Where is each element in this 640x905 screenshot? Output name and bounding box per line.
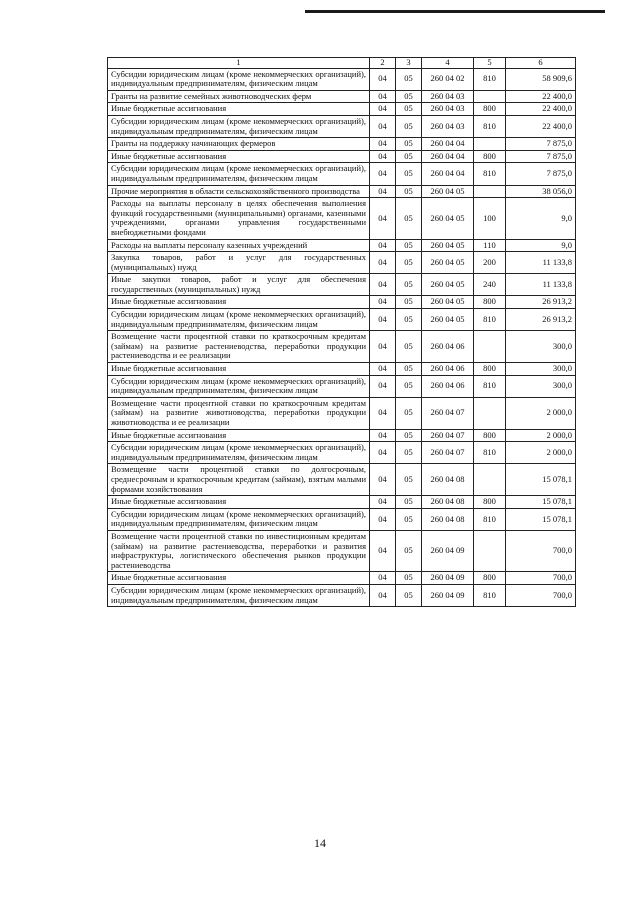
header-col-4: 4 <box>422 58 474 69</box>
row-target-article: 260 04 06 <box>422 375 474 397</box>
table-row <box>108 331 576 363</box>
row-subsection: 05 <box>396 508 422 530</box>
row-expense-type: 100 <box>474 198 506 239</box>
table-body <box>108 68 576 607</box>
row-name: Гранты на развитие семейных животноводческих ферм <box>108 90 370 103</box>
row-expense-type: 810 <box>474 584 506 606</box>
row-subsection: 05 <box>396 274 422 296</box>
row-amount: 7 875,0 <box>506 163 576 185</box>
row-target-article: 260 04 08 <box>422 496 474 509</box>
row-expense-type: 800 <box>474 296 506 309</box>
row-name: Иные закупки товаров, работ и услуг для обеспечения государственных (муниципальных) нужд <box>108 274 370 296</box>
row-amount: 700,0 <box>506 572 576 585</box>
row-subsection: 05 <box>396 185 422 198</box>
row-subsection: 05 <box>396 138 422 151</box>
row-subsection: 05 <box>396 584 422 606</box>
row-section: 04 <box>370 198 396 239</box>
row-section: 04 <box>370 464 396 496</box>
row-amount: 7 875,0 <box>506 138 576 151</box>
row-subsection: 05 <box>396 442 422 464</box>
row-amount: 700,0 <box>506 530 576 571</box>
row-amount: 2 000,0 <box>506 429 576 442</box>
row-section: 04 <box>370 584 396 606</box>
row-amount: 22 400,0 <box>506 103 576 116</box>
row-amount: 58 909,6 <box>506 68 576 90</box>
header-row <box>108 58 576 69</box>
table-row <box>108 115 576 137</box>
row-section: 04 <box>370 163 396 185</box>
row-name: Закупка товаров, работ и услуг для государственных (муниципальных) нужд <box>108 252 370 274</box>
table-row <box>108 90 576 103</box>
row-amount: 15 078,1 <box>506 464 576 496</box>
row-amount: 700,0 <box>506 584 576 606</box>
row-amount: 22 400,0 <box>506 90 576 103</box>
row-expense-type: 810 <box>474 375 506 397</box>
row-subsection: 05 <box>396 296 422 309</box>
row-name: Гранты на поддержку начинающих фермеров <box>108 138 370 151</box>
row-target-article: 260 04 05 <box>422 185 474 198</box>
row-amount: 15 078,1 <box>506 508 576 530</box>
row-expense-type <box>474 397 506 429</box>
row-expense-type: 800 <box>474 150 506 163</box>
row-amount: 9,0 <box>506 239 576 252</box>
table-row <box>108 138 576 151</box>
row-expense-type <box>474 185 506 198</box>
row-target-article: 260 04 05 <box>422 198 474 239</box>
row-expense-type: 240 <box>474 274 506 296</box>
row-target-article: 260 04 05 <box>422 252 474 274</box>
row-name: Иные бюджетные ассигнования <box>108 296 370 309</box>
row-target-article: 260 04 09 <box>422 572 474 585</box>
table-row <box>108 375 576 397</box>
row-target-article: 260 04 09 <box>422 530 474 571</box>
row-section: 04 <box>370 138 396 151</box>
row-subsection: 05 <box>396 331 422 363</box>
row-section: 04 <box>370 397 396 429</box>
row-subsection: 05 <box>396 530 422 571</box>
row-name: Расходы на выплаты персоналу в целях обеспечения выполнения функций государственными (муниципальными) органами, казенными учреждениями, органами управления государственными внебюджетными фондами <box>108 198 370 239</box>
header-col-6: 6 <box>506 58 576 69</box>
row-name: Расходы на выплаты персоналу казенных учреждений <box>108 239 370 252</box>
row-section: 04 <box>370 115 396 137</box>
row-subsection: 05 <box>396 496 422 509</box>
table-row <box>108 508 576 530</box>
row-name: Иные бюджетные ассигнования <box>108 363 370 376</box>
row-section: 04 <box>370 508 396 530</box>
row-subsection: 05 <box>396 163 422 185</box>
row-name: Возмещение части процентной ставки по долгосрочным, среднесрочным и краткосрочным кредитам (займам), взятым малыми формами хозяйствования <box>108 464 370 496</box>
row-amount: 2 000,0 <box>506 397 576 429</box>
row-subsection: 05 <box>396 252 422 274</box>
row-section: 04 <box>370 252 396 274</box>
row-section: 04 <box>370 103 396 116</box>
row-target-article: 260 04 08 <box>422 464 474 496</box>
header-col-3: 3 <box>396 58 422 69</box>
row-subsection: 05 <box>396 429 422 442</box>
row-target-article: 260 04 03 <box>422 115 474 137</box>
row-expense-type: 810 <box>474 508 506 530</box>
row-expense-type: 810 <box>474 309 506 331</box>
table-row <box>108 496 576 509</box>
row-expense-type <box>474 90 506 103</box>
row-name: Субсидии юридическим лицам (кроме некоммерческих организаций), индивидуальным предпринимателям, физическим лицам <box>108 584 370 606</box>
row-section: 04 <box>370 150 396 163</box>
row-target-article: 260 04 03 <box>422 103 474 116</box>
row-amount: 300,0 <box>506 363 576 376</box>
table-row <box>108 163 576 185</box>
table-row <box>108 103 576 116</box>
table-row <box>108 584 576 606</box>
row-expense-type: 800 <box>474 496 506 509</box>
row-section: 04 <box>370 68 396 90</box>
row-section: 04 <box>370 185 396 198</box>
row-amount: 38 056,0 <box>506 185 576 198</box>
row-subsection: 05 <box>396 572 422 585</box>
row-target-article: 260 04 04 <box>422 150 474 163</box>
row-name: Иные бюджетные ассигнования <box>108 496 370 509</box>
row-expense-type: 810 <box>474 115 506 137</box>
header-col-2: 2 <box>370 58 396 69</box>
row-name: Возмещение части процентной ставки по краткосрочным кредитам (займам) на развитие растениеводства, переработки продукции растениеводства и ее реализации <box>108 331 370 363</box>
row-target-article: 260 04 05 <box>422 309 474 331</box>
row-amount: 26 913,2 <box>506 296 576 309</box>
row-target-article: 260 04 06 <box>422 331 474 363</box>
row-subsection: 05 <box>396 150 422 163</box>
page-number: 14 <box>314 836 326 850</box>
table-row <box>108 572 576 585</box>
table-row <box>108 185 576 198</box>
table-row <box>108 309 576 331</box>
header-col-5: 5 <box>474 58 506 69</box>
row-section: 04 <box>370 572 396 585</box>
row-name: Субсидии юридическим лицам (кроме некоммерческих организаций), индивидуальным предпринимателям, физическим лицам <box>108 115 370 137</box>
row-section: 04 <box>370 309 396 331</box>
row-section: 04 <box>370 530 396 571</box>
table-row <box>108 296 576 309</box>
row-name: Субсидии юридическим лицам (кроме некоммерческих организаций), индивидуальным предпринимателям, физическим лицам <box>108 375 370 397</box>
row-expense-type: 800 <box>474 103 506 116</box>
row-section: 04 <box>370 375 396 397</box>
row-amount: 9,0 <box>506 198 576 239</box>
table-row <box>108 239 576 252</box>
table-row <box>108 429 576 442</box>
row-expense-type: 810 <box>474 163 506 185</box>
row-expense-type <box>474 331 506 363</box>
row-section: 04 <box>370 90 396 103</box>
row-name: Субсидии юридическим лицам (кроме некоммерческих организаций), индивидуальным предпринимателям, физическим лицам <box>108 68 370 90</box>
row-target-article: 260 04 09 <box>422 584 474 606</box>
row-amount: 2 000,0 <box>506 442 576 464</box>
row-subsection: 05 <box>396 103 422 116</box>
row-expense-type <box>474 138 506 151</box>
row-target-article: 260 04 08 <box>422 508 474 530</box>
row-amount: 300,0 <box>506 331 576 363</box>
row-section: 04 <box>370 274 396 296</box>
row-expense-type: 800 <box>474 363 506 376</box>
row-target-article: 260 04 06 <box>422 363 474 376</box>
row-name: Возмещение части процентной ставки по инвестиционным кредитам (займам) на развитие растениеводства, переработки и развития инфраструктуры, логистического обеспечения рынков продукции растениеводства <box>108 530 370 571</box>
row-target-article: 260 04 07 <box>422 397 474 429</box>
row-name: Прочие мероприятия в области сельскохозяйственного производства <box>108 185 370 198</box>
row-target-article: 260 04 04 <box>422 138 474 151</box>
row-target-article: 260 04 05 <box>422 296 474 309</box>
row-subsection: 05 <box>396 68 422 90</box>
table-row <box>108 198 576 239</box>
row-name: Субсидии юридическим лицам (кроме некоммерческих организаций), индивидуальным предпринимателям, физическим лицам <box>108 309 370 331</box>
row-expense-type: 110 <box>474 239 506 252</box>
row-target-article: 260 04 07 <box>422 429 474 442</box>
table-row <box>108 363 576 376</box>
row-expense-type <box>474 530 506 571</box>
table-row <box>108 464 576 496</box>
row-expense-type: 200 <box>474 252 506 274</box>
row-subsection: 05 <box>396 363 422 376</box>
row-expense-type: 800 <box>474 429 506 442</box>
row-section: 04 <box>370 496 396 509</box>
header-col-1: 1 <box>108 58 370 69</box>
row-name: Субсидии юридическим лицам (кроме некоммерческих организаций), индивидуальным предпринимателям, физическим лицам <box>108 508 370 530</box>
row-amount: 22 400,0 <box>506 115 576 137</box>
table-row <box>108 397 576 429</box>
table-row <box>108 252 576 274</box>
row-section: 04 <box>370 363 396 376</box>
table-row <box>108 68 576 90</box>
row-subsection: 05 <box>396 309 422 331</box>
row-name: Субсидии юридическим лицам (кроме некоммерческих организаций), индивидуальным предпринимателям, физическим лицам <box>108 163 370 185</box>
row-subsection: 05 <box>396 239 422 252</box>
table-row <box>108 150 576 163</box>
row-subsection: 05 <box>396 198 422 239</box>
row-target-article: 260 04 05 <box>422 274 474 296</box>
row-amount: 300,0 <box>506 375 576 397</box>
table-row <box>108 530 576 571</box>
row-name: Иные бюджетные ассигнования <box>108 103 370 116</box>
row-name: Возмещение части процентной ставки по краткосрочным кредитам (займам) на развитие животноводства, переработки продукции животноводства и ее реализации <box>108 397 370 429</box>
row-subsection: 05 <box>396 397 422 429</box>
row-section: 04 <box>370 442 396 464</box>
table-row <box>108 274 576 296</box>
row-subsection: 05 <box>396 115 422 137</box>
row-section: 04 <box>370 429 396 442</box>
row-subsection: 05 <box>396 90 422 103</box>
row-amount: 7 875,0 <box>506 150 576 163</box>
row-target-article: 260 04 05 <box>422 239 474 252</box>
row-section: 04 <box>370 239 396 252</box>
row-subsection: 05 <box>396 375 422 397</box>
row-amount: 26 913,2 <box>506 309 576 331</box>
row-expense-type: 810 <box>474 442 506 464</box>
row-expense-type: 800 <box>474 572 506 585</box>
row-subsection: 05 <box>396 464 422 496</box>
row-amount: 11 133,8 <box>506 252 576 274</box>
row-section: 04 <box>370 331 396 363</box>
row-expense-type <box>474 464 506 496</box>
top-rule <box>305 10 605 13</box>
budget-table <box>107 57 576 607</box>
row-name: Иные бюджетные ассигнования <box>108 429 370 442</box>
row-target-article: 260 04 03 <box>422 90 474 103</box>
row-amount: 11 133,8 <box>506 274 576 296</box>
row-target-article: 260 04 04 <box>422 163 474 185</box>
row-target-article: 260 04 07 <box>422 442 474 464</box>
table-row <box>108 442 576 464</box>
row-amount: 15 078,1 <box>506 496 576 509</box>
row-name: Субсидии юридическим лицам (кроме некоммерческих организаций), индивидуальным предпринимателям, физическим лицам <box>108 442 370 464</box>
row-section: 04 <box>370 296 396 309</box>
row-expense-type: 810 <box>474 68 506 90</box>
row-target-article: 260 04 02 <box>422 68 474 90</box>
row-name: Иные бюджетные ассигнования <box>108 150 370 163</box>
row-name: Иные бюджетные ассигнования <box>108 572 370 585</box>
